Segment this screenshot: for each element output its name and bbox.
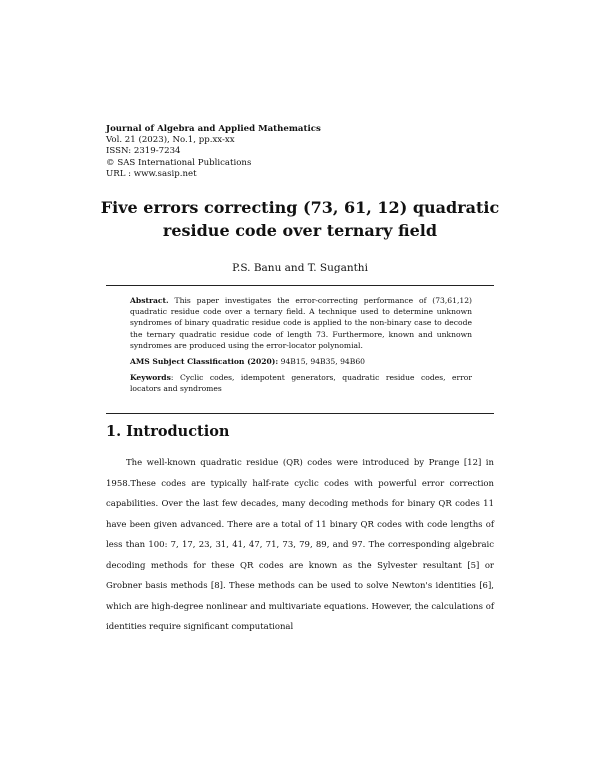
abstract-bottom-rule: [106, 413, 494, 414]
journal-url: URL : www.sasip.net: [106, 168, 197, 179]
abstract-label: Abstract.: [130, 296, 169, 305]
abstract-text: This paper investigates the error-correcting performance of (73,61,12) quadratic residue code over a ternary field. A technique used to determine unknown syndromes of binary quadratic residue code is applied to the non-binary case to decode the ternary quadratic residue code of length 73. Furthermore, known and unknown syndromes are produced using the error-locator polynomial.: [130, 296, 472, 350]
keywords: [130, 372, 472, 394]
abstract-paragraph: [130, 295, 472, 351]
introduction-paragraph: The well-known quadratic residue (QR) codes were introduced by Prange [12] in 1958.These codes are typically half-rate cyclic codes with powerful error correction capabilities. Over the last few decades, many decoding methods for binary QR codes 11 have been given advanced. There are a total of 11 binary QR codes with code lengths of less than 100: 7, 17, 23, 31, 41, 47, 71, 73, 79, 89, and 97. The corresponding algebraic decoding methods for these QR codes are known as the Sylvester resultant [5] or Grobner basis methods [8]. These methods can be used to solve Newton's identities [6], which are high-degree nonlinear and multivariate equations. However, the calculations of identities require significant computational: [106, 458, 494, 632]
keywords-label: Keywords: [130, 373, 171, 383]
ams-codes: 94B15, 94B35, 94B60: [280, 357, 365, 367]
section-heading: 1. Introduction: [106, 423, 230, 440]
journal-issn: ISSN: 2319-7234: [106, 146, 181, 157]
paper-title: Five errors correcting (73, 61, 12) quadratic residue code over ternary field: [100, 198, 500, 240]
journal-name: Journal of Algebra and Applied Mathematics: [106, 124, 321, 134]
ams-classification: [130, 356, 472, 367]
ams-label: AMS Subject Classification (2020):: [130, 357, 279, 367]
paper-authors: P.S. Banu and T. Suganthi: [232, 262, 368, 274]
journal-info: [106, 124, 321, 180]
journal-publisher: © SAS International Publications: [106, 157, 252, 168]
keywords-text: : Cyclic codes, idempotent generators, quadratic residue codes, error locators and syndromes: [130, 373, 472, 394]
abstract-block: [130, 295, 472, 400]
journal-volume: Vol. 21 (2023), No.1, pp.xx-xx: [106, 135, 235, 146]
abstract-top-rule: [106, 285, 494, 286]
